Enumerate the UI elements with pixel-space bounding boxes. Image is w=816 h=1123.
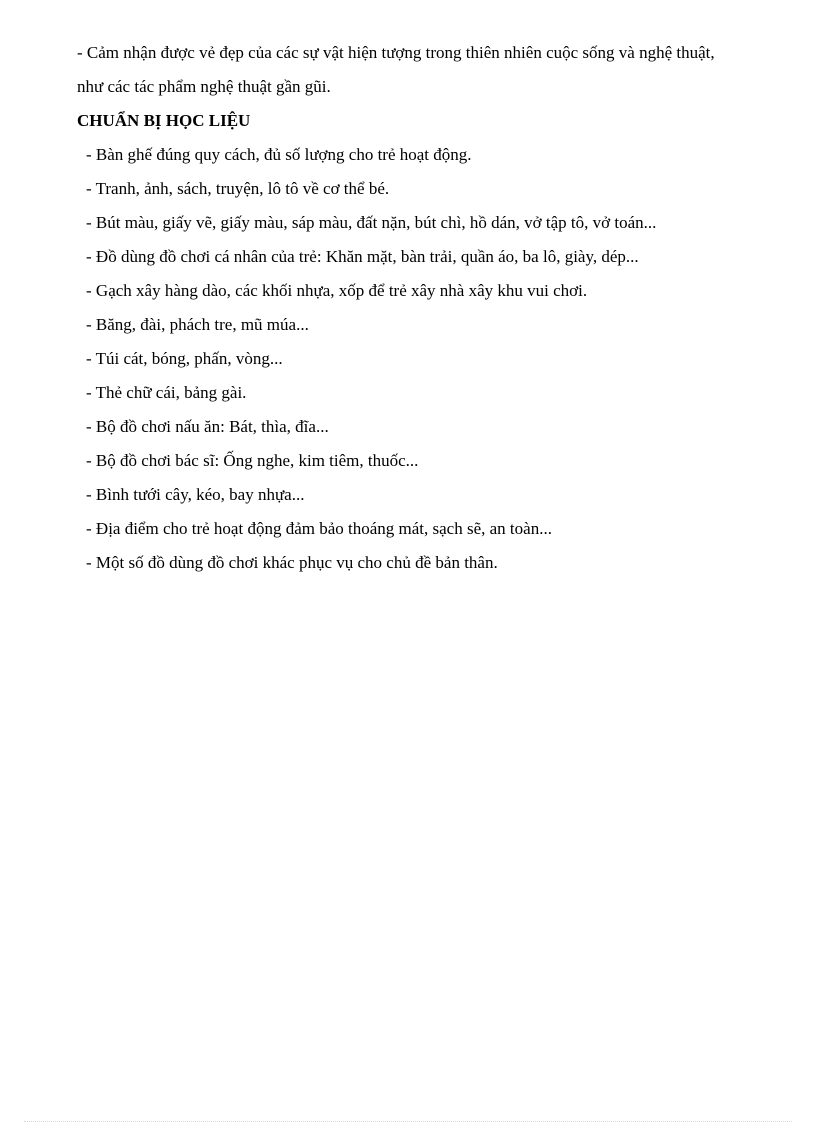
list-item: - Địa điểm cho trẻ hoạt động đảm bảo thoáng mát, sạch sẽ, an toàn... xyxy=(86,519,552,538)
list-item: - Bình tưới cây, kéo, bay nhựa... xyxy=(86,485,305,504)
list-item: - Băng, đài, phách tre, mũ múa... xyxy=(86,315,309,334)
intro-line-1: - Cảm nhận được vẻ đẹp của các sự vật hiện tượng trong thiên nhiên cuộc sống và nghệ thuật, xyxy=(77,43,715,62)
material-list xyxy=(86,145,656,587)
list-item: - Bàn ghế đúng quy cách, đủ số lượng cho trẻ hoạt động. xyxy=(86,145,472,164)
list-item: - Đồ dùng đồ chơi cá nhân của trẻ: Khăn mặt, bàn trải, quần áo, ba lô, giày, dép... xyxy=(86,247,639,266)
section-heading: CHUẨN BỊ HỌC LIỆU xyxy=(77,111,251,130)
list-item: - Thẻ chữ cái, bảng gài. xyxy=(86,383,247,402)
list-item: - Gạch xây hàng dào, các khối nhựa, xốp để trẻ xây nhà xây khu vui chơi. xyxy=(86,281,588,300)
list-item: - Bộ đồ chơi bác sĩ: Ống nghe, kim tiêm, thuốc... xyxy=(86,451,419,470)
intro-line-2: như các tác phẩm nghệ thuật gần gũi. xyxy=(77,77,331,96)
list-item: - Bộ đồ chơi nấu ăn: Bát, thìa, đĩa... xyxy=(86,417,329,436)
list-item: - Tranh, ảnh, sách, truyện, lô tô về cơ thể bé. xyxy=(86,179,390,198)
list-item: - Túi cát, bóng, phấn, vòng... xyxy=(86,349,283,368)
list-item: - Một số đồ dùng đồ chơi khác phục vụ cho chủ đề bản thân. xyxy=(86,553,498,572)
list-item: - Bút màu, giấy vẽ, giấy màu, sáp màu, đất nặn, bút chì, hồ dán, vở tập tô, vở toán... xyxy=(86,213,657,232)
page-bottom-divider xyxy=(24,1121,792,1122)
